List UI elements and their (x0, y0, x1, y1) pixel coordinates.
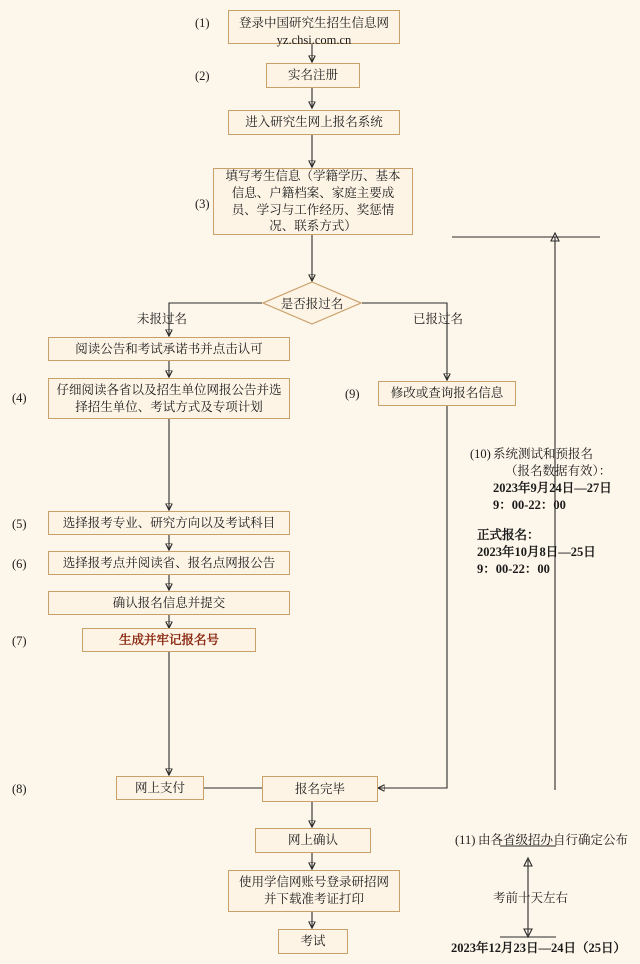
node-login-portal-line1: 登录中国研究生招生信息网 (238, 16, 389, 30)
marker-4: (4) (12, 391, 27, 405)
node-download-admission-ticket[interactable]: 使用学信网账号登录研招网并下载准考证打印 (228, 870, 400, 912)
note-confirm-by-province: 由各省级招办自行确定公布 (478, 833, 629, 847)
note-formal-line2: 9：00-22：00 (477, 561, 550, 576)
note-formal-registration (477, 527, 627, 578)
note-schedule-head: 系统测试和预报名 (493, 447, 594, 461)
node-enter-registration-system[interactable]: 进入研究生网上报名系统 (228, 110, 400, 135)
marker-11: (11) (455, 833, 476, 847)
decision-label: 是否报过名 (280, 297, 344, 311)
decision-already-registered[interactable] (262, 281, 362, 325)
marker-5: (5) (12, 517, 27, 531)
node-read-provincial-announcement[interactable]: 仔细阅读各省以及招生单位网报公告并选择招生单位、考试方式及专项计划 (48, 378, 290, 419)
node-online-confirmation[interactable]: 网上确认 (255, 828, 371, 853)
note-exam-ticket-timing: 考前十天左右 (493, 891, 569, 905)
node-login-portal-url: yz.chsi.com.cn (276, 32, 352, 47)
node-login-portal[interactable] (228, 10, 400, 47)
node-confirm-submit[interactable]: 确认报名信息并提交 (48, 591, 290, 615)
marker-1: (1) (195, 16, 210, 30)
note-formal-line1: 2023年10月8日—25日 (477, 544, 596, 559)
node-read-announcement[interactable]: 阅读公告和考试承诺书并点击认可 (48, 337, 290, 361)
marker-6: (6) (12, 557, 27, 571)
node-exam[interactable]: 考试 (278, 929, 348, 954)
node-fill-candidate-info[interactable]: 填写考生信息（学籍学历、基本信息、户籍档案、家庭主要成员、学习与工作经历、奖惩情况、联系方式） (213, 168, 413, 235)
marker-8: (8) (12, 782, 27, 796)
note-schedule-line1: 2023年9月24日—27日 (493, 480, 612, 495)
node-online-payment[interactable]: 网上支付 (116, 776, 204, 800)
node-select-exam-site[interactable]: 选择报考点并阅读省、报名点网报公告 (48, 551, 290, 575)
note-exam-date: 2023年12月23日—24日（25日） (451, 941, 627, 955)
note-schedule-sub: （报名数据有效）： (505, 463, 612, 478)
branch-label-yes: 已报过名 (413, 312, 464, 326)
node-select-major[interactable]: 选择报考专业、研究方向以及考试科目 (48, 511, 290, 535)
node-real-name-register[interactable]: 实名注册 (266, 63, 360, 88)
marker-10: (10) (470, 447, 491, 461)
node-modify-query-info[interactable]: 修改或查询报名信息 (378, 381, 516, 406)
marker-7: (7) (12, 634, 27, 648)
branch-label-no: 未报过名 (137, 312, 188, 326)
marker-3: (3) (195, 197, 210, 211)
note-schedule (493, 446, 633, 514)
note-schedule-line2: 9：00-22：00 (493, 497, 566, 512)
node-generate-registration-number[interactable]: 生成并牢记报名号 (82, 628, 256, 652)
marker-9: (9) (345, 387, 360, 401)
note-formal-head: 正式报名： (477, 528, 540, 542)
marker-2: (2) (195, 69, 210, 83)
node-registration-complete[interactable]: 报名完毕 (262, 776, 378, 802)
